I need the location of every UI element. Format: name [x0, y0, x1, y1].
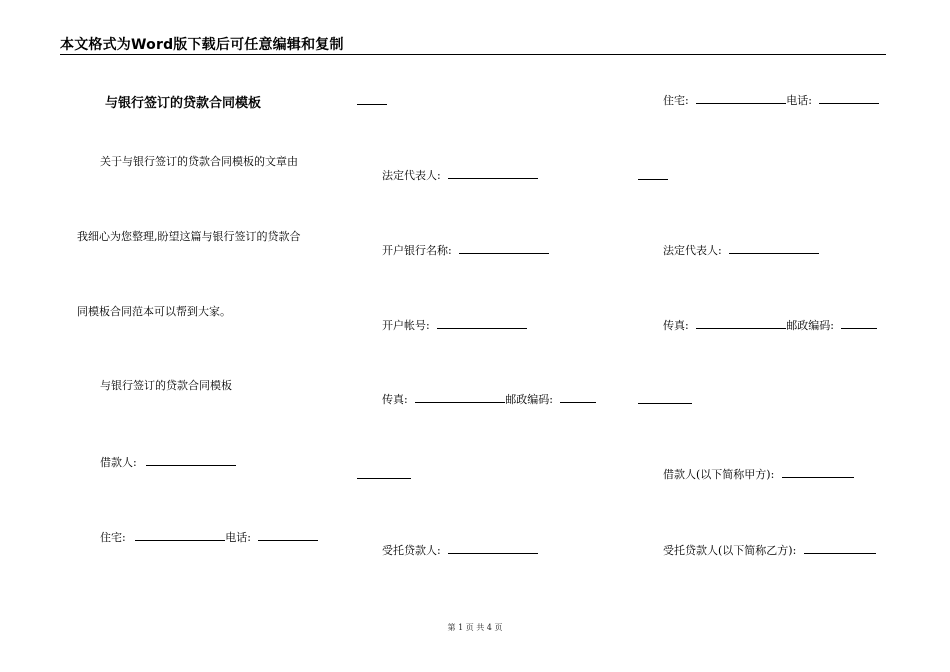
legal-rep-blank-2[interactable]	[729, 243, 819, 254]
entrusted-lender-label: 受托贷款人:	[382, 544, 441, 557]
postcode-label-2: 邮政编码:	[786, 319, 834, 332]
entrusted-party-blank[interactable]	[804, 543, 876, 554]
address-blank-2[interactable]	[696, 93, 786, 104]
borrower-label: 借款人:	[100, 456, 137, 469]
bank-name-label: 开户银行名称:	[382, 244, 452, 257]
subtitle: 与银行签订的贷款合同模板	[100, 379, 232, 392]
bank-name-field	[382, 243, 549, 258]
phone-blank[interactable]	[258, 530, 318, 541]
document-title: 与银行签订的贷款合同模板	[105, 96, 262, 111]
blank-line[interactable]	[357, 104, 387, 105]
legal-rep-blank[interactable]	[448, 168, 538, 179]
phone-blank-2[interactable]	[819, 93, 879, 104]
page-footer: 第 1 页 共 4 页	[447, 623, 503, 632]
fax-blank[interactable]	[415, 392, 505, 403]
legal-rep-label-2: 法定代表人:	[663, 244, 722, 257]
blank-line[interactable]	[357, 478, 411, 479]
fax-postcode-field	[382, 392, 596, 407]
intro-line-1: 关于与银行签订的贷款合同模板的文章由	[100, 155, 298, 168]
borrower-party-field	[663, 467, 854, 482]
entrusted-party-label: 受托贷款人(以下简称乙方):	[663, 544, 797, 557]
borrower-party-blank[interactable]	[782, 467, 854, 478]
header-text: 本文格式为Word版下载后可任意编辑和复制	[60, 37, 344, 53]
blank-line[interactable]	[638, 403, 692, 404]
legal-rep-field	[382, 168, 538, 183]
intro-line-3: 同模板合同范本可以帮到大家。	[77, 305, 231, 318]
address-phone-field-2	[663, 93, 879, 108]
phone-label: 电话:	[225, 531, 251, 544]
address-phone-field	[100, 530, 318, 545]
entrusted-lender-blank[interactable]	[448, 543, 538, 554]
fax-label: 传真:	[382, 393, 408, 406]
fax-blank-2[interactable]	[696, 318, 786, 329]
address-label: 住宅:	[100, 531, 126, 544]
address-label-2: 住宅:	[663, 94, 689, 107]
entrusted-party-field	[663, 543, 876, 558]
account-label: 开户帐号:	[382, 319, 430, 332]
borrower-field	[100, 455, 236, 470]
blank-line[interactable]	[638, 179, 668, 180]
fax-label-2: 传真:	[663, 319, 689, 332]
entrusted-lender-field	[382, 543, 538, 558]
account-blank[interactable]	[437, 318, 527, 329]
postcode-blank[interactable]	[560, 392, 596, 403]
borrower-party-label: 借款人(以下简称甲方):	[663, 468, 775, 481]
borrower-blank[interactable]	[146, 455, 236, 466]
document-header	[60, 34, 886, 55]
account-field	[382, 318, 527, 333]
intro-line-2: 我细心为您整理,盼望这篇与银行签订的贷款合	[77, 230, 301, 243]
postcode-label: 邮政编码:	[505, 393, 553, 406]
address-blank[interactable]	[135, 530, 225, 541]
legal-rep-label: 法定代表人:	[382, 169, 441, 182]
postcode-blank-2[interactable]	[841, 318, 877, 329]
legal-rep-field-2	[663, 243, 819, 258]
phone-label-2: 电话:	[786, 94, 812, 107]
fax-postcode-field-2	[663, 318, 877, 333]
bank-name-blank[interactable]	[459, 243, 549, 254]
